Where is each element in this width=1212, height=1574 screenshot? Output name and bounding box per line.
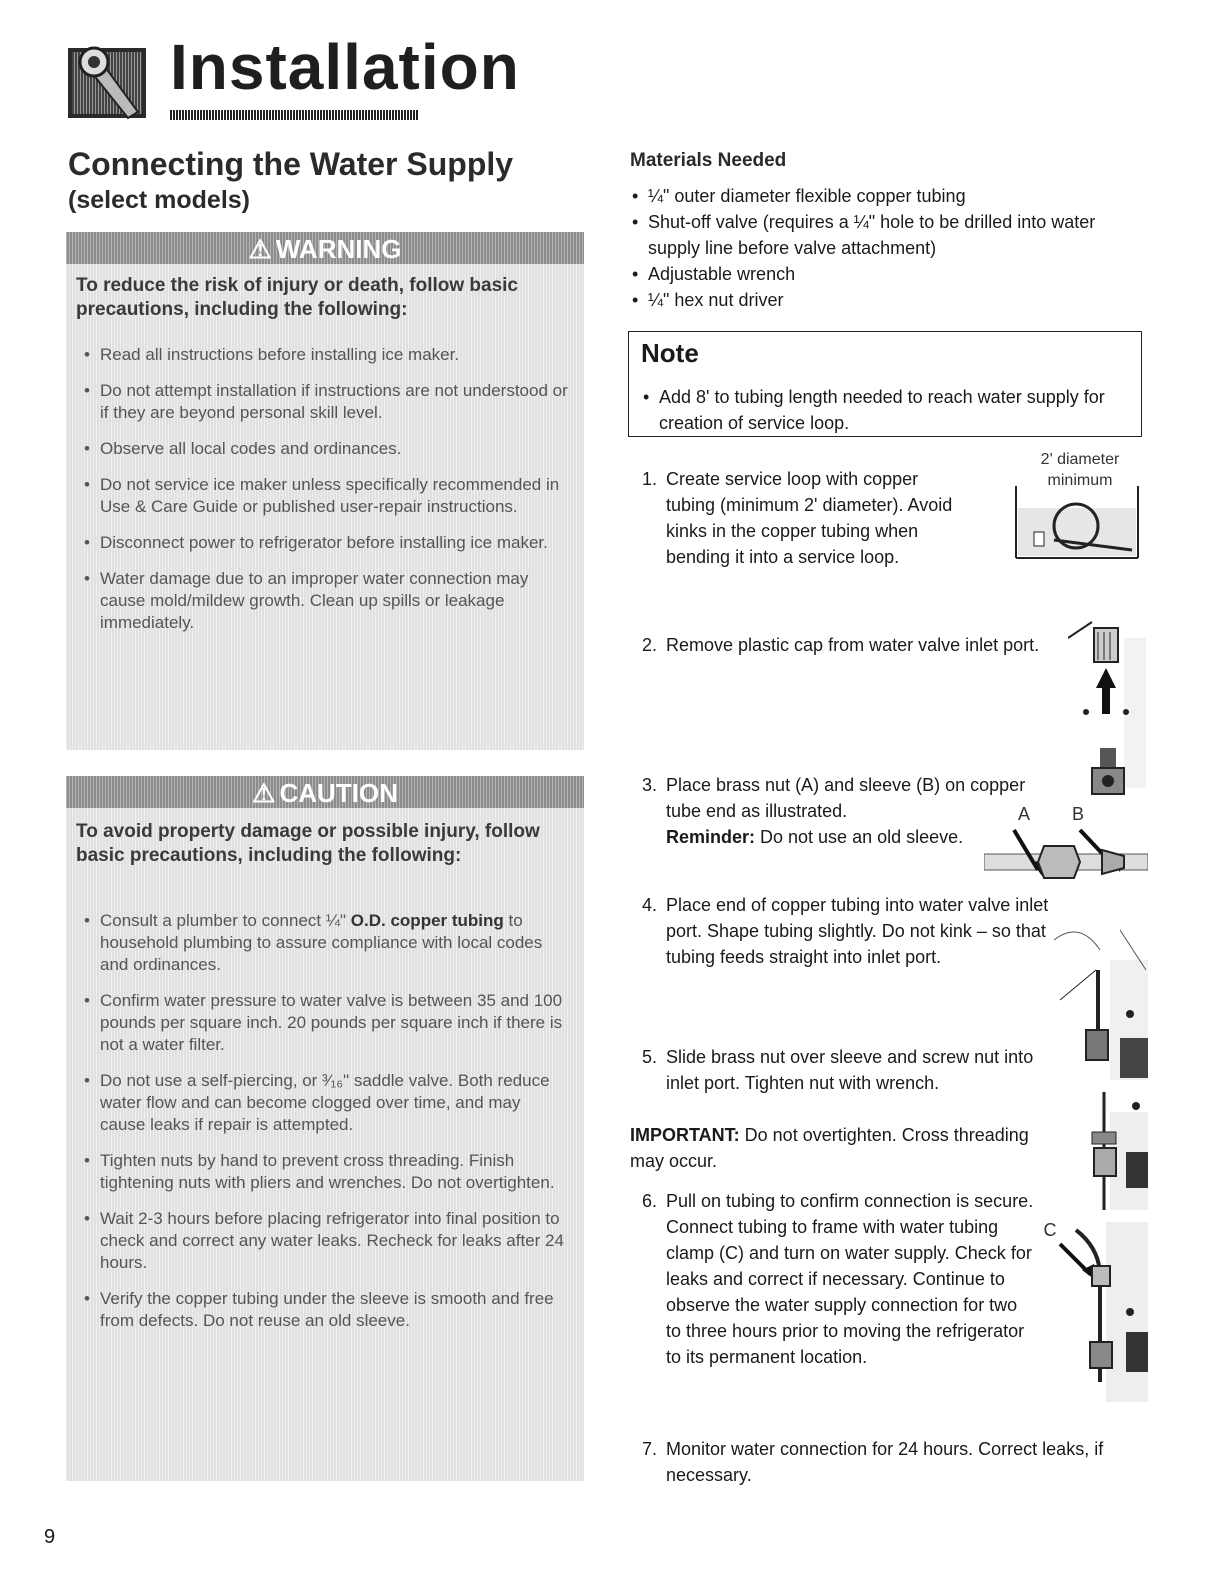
step-3: 3. Place brass nut (A) and sleeve (B) on copper tube end as illustrated. Reminder: Do not use an old sleeve. (642, 775, 1026, 847)
warning-item: • Water damage due to an improper water connection may cause mold/mildew growth. Clean up spills or leakage immediately. (78, 568, 570, 634)
warning-label: WARNING (275, 234, 402, 264)
caution-triangle-icon: ⚠ (252, 778, 276, 808)
caution-item: • Do not use a self-piercing, or ³⁄₁₆" saddle valve. Both reduce water flow and can become clogged over time, and may cause leaks if repair is attempted. (78, 1070, 570, 1136)
step-6: 6. Pull on tubing to confirm connection is secure. Connect tubing to frame with water tubing clamp (C) and turn on water supply. Check for leaks and correct if necessary. Continue to observe the water supply connection for two to three hours prior to moving the refrigerator to its permanent location. (642, 1191, 1034, 1367)
figure3-label-a: A (1017, 804, 1030, 824)
materials-item: • ¼" outer diameter flexible copper tubing (630, 183, 1130, 209)
page-header-title: Installation (170, 31, 520, 103)
nut-tighten-figure (1080, 1092, 1148, 1210)
caution-item: • Verify the copper tubing under the sleeve is smooth and free from defects. Do not reuse an old sleeve. (78, 1288, 570, 1332)
materials-item: • Shut-off valve (requires a ¼" hole to be drilled into water supply line before valve attachment) (630, 209, 1130, 261)
caution-panel (66, 776, 584, 1481)
caution-label: CAUTION (279, 778, 398, 808)
valve-inlet-figure (1068, 618, 1148, 804)
caution-item: • Wait 2-3 hours before placing refrigerator into final position to check and correct any water leaks. Recheck for leaks after 24 hours. (78, 1208, 570, 1274)
page-number: 9 (44, 1526, 56, 1548)
warning-header (66, 232, 584, 264)
step-5: 5. Slide brass nut over sleeve and screw nut into inlet port. Tighten nut with wrench. (642, 1047, 1034, 1093)
figure3-label-b: B (1071, 804, 1084, 824)
figure6-label-c: C (1043, 1220, 1057, 1240)
step-7: 7. Monitor water connection for 24 hours. Correct leaks, if necessary. (642, 1439, 1104, 1485)
warning-item: • Observe all local codes and ordinances. (78, 438, 570, 460)
caution-item: • Tighten nuts by hand to prevent cross threading. Finish tightening nuts with pliers and wrenches. Do not overtighten. (78, 1150, 570, 1194)
note-title: Note (641, 338, 699, 368)
warning-item: • Do not attempt installation if instructions are not understood or if they are beyond personal skill level. (78, 380, 570, 424)
installation-wrench-icon (68, 38, 150, 126)
warning-triangle-icon: ⚠ (248, 234, 272, 264)
warning-list (78, 344, 570, 648)
materials-title: Materials Needed (630, 150, 787, 171)
section-title: Connecting the Water Supply (68, 146, 514, 182)
warning-item: • Read all instructions before installing ice maker. (78, 344, 570, 366)
caution-item: • Consult a plumber to connect ¼" O.D. copper tubing to household plumbing to assure compliance with local codes and ordinances. (78, 910, 570, 976)
materials-list (630, 183, 1130, 313)
materials-item: • ¼" hex nut driver (630, 287, 1130, 313)
warning-item: • Do not service ice maker unless specifically recommended in Use & Care Guide or published user-repair instructions. (78, 474, 570, 518)
note-text: • Add 8' to tubing length needed to reach water supply for creation of service loop. (641, 384, 1139, 436)
important-note: IMPORTANT: Do not overtighten. Cross threading may occur. (630, 1125, 1029, 1171)
step-1: 1. Create service loop with copper tubing (minimum 2' diameter). Avoid kinks in the copper tubing when bending it into a service loop. (642, 469, 953, 567)
header-rule (170, 110, 418, 120)
figure1-caption-line1: 2' diameter (1040, 451, 1120, 468)
warning-item: • Disconnect power to refrigerator before installing ice maker. (78, 532, 570, 554)
caution-header (66, 776, 584, 808)
note-box (628, 331, 1142, 437)
caution-list (78, 910, 570, 1346)
tubing-clamp-figure (1046, 1222, 1148, 1402)
section-subtitle: (select models) (68, 186, 251, 214)
warning-intro: To reduce the risk of injury or death, follow basic precautions, including the following: (76, 275, 519, 320)
service-loop-figure (1012, 480, 1142, 570)
step-2: 2. Remove plastic cap from water valve inlet port. (642, 635, 1040, 655)
step-4: 4. Place end of copper tubing into water valve inlet port. Shape tubing slightly. Do not kink – so that tubing feeds straight into inlet port. (642, 895, 1049, 967)
warning-panel (66, 232, 584, 750)
caution-item: • Confirm water pressure to water valve is between 35 and 100 pounds per square inch. 20 pounds per square inch if there is not a water filter. (78, 990, 570, 1056)
figure1-caption-line2: minimum (1047, 472, 1113, 489)
materials-item: • Adjustable wrench (630, 261, 1130, 287)
caution-intro: To avoid property damage or possible injury, follow basic precautions, including the following: (76, 821, 540, 866)
